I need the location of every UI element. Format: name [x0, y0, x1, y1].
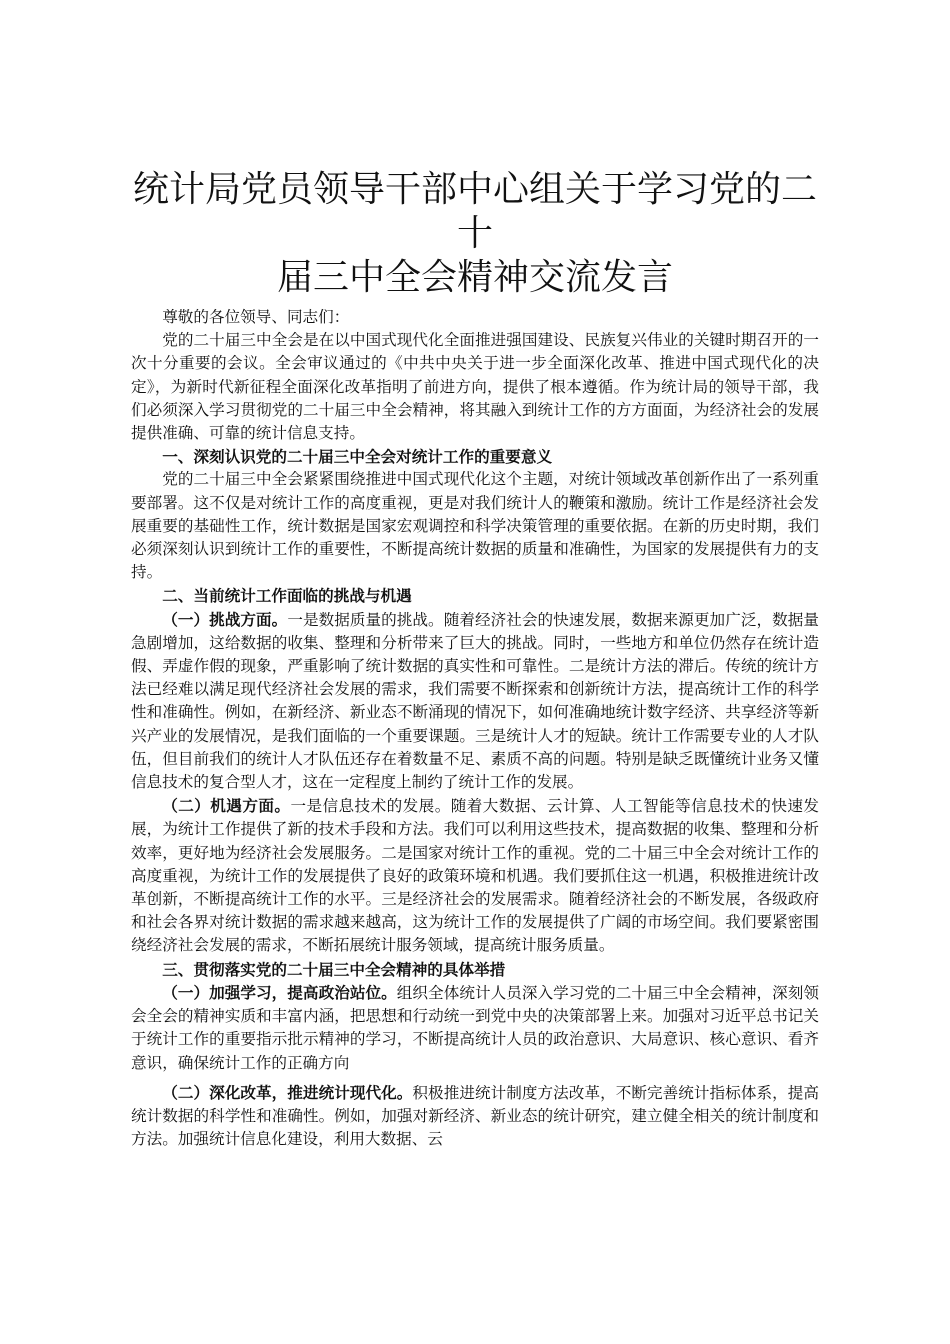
section-2-opportunities-lead: （二）机遇方面。	[162, 796, 291, 816]
section-3-study-lead: （一）加强学习，提高政治站位。	[162, 982, 397, 1002]
section-3-reform-lead: （二）深化改革，推进统计现代化。	[162, 1082, 413, 1102]
section-2-heading: 二、当前统计工作面临的挑战与机遇	[162, 586, 412, 606]
intro-paragraph: 党的二十届三中全会是在以中国式现代化全面推进强国建设、民族复兴伟业的关键时期召开的一次十分重要的会议。全会审议通过的《中共中央关于进一步全面深化改革、推进中国式现代化的决定》，为新时代新征程全面深化改革指明了前进方向，提供了根本遵循。作为统计局的领导干部，我们必须深入学习贯彻党的二十届三中全会精神，将其融入到统计工作的方方面面，为经济社会的发展提供准确、可靠的统计信息支持。	[131, 331, 819, 443]
section-2-challenges-paragraph	[131, 608, 819, 795]
section-2-opportunities-paragraph	[131, 794, 819, 957]
section-1-paragraph: 党的二十届三中全会紧紧围绕推进中国式现代化这个主题，对统计领域改革创新作出了一系列重要部署。这不仅是对统计工作的高度重视，更是对我们统计人的鞭策和激励。统计工作是经济社会发展重要的基础性工作，统计数据是国家宏观调控和科学决策管理的重要依据。在新的历史时期，我们必须深刻认识到统计工作的重要性，不断提高统计数据的质量和准确性，为国家的发展提供有力的支持。	[131, 470, 819, 582]
title-line-2: 届三中全会精神交流发言	[276, 257, 673, 298]
section-2-challenges-lead: （一）挑战方面。	[162, 609, 288, 629]
section-3-reform-text: 积极推进统计制度方法改革，不断完善统计指标体系，提高统计数据的科学性和准确性。例如，加强对新经济、新业态的统计研究，建立健全相关的统计制度和方法。加强统计信息化建设，利用大数据、云	[131, 1083, 819, 1149]
section-2-challenges-text: 一是数据质量的挑战。随着经济社会的快速发展，数据来源更加广泛，数据量急剧增加，这给数据的收集、整理和分析带来了巨大的挑战。同时，一些地方和单位仍然存在统计造假、弄虚作假的现象，严重影响了统计数据的真实性和可靠性。二是统计方法的滞后。传统的统计方法已经难以满足现代经济社会发展的需求，我们需要不断探索和创新统计方法，提高统计工作的科学性和准确性。例如，在新经济、新业态不断涌现的情况下，如何准确地统计数字经济、共享经济等新兴产业的发展情况，是我们面临的一个重要课题。三是统计人才的短缺。统计工作需要专业的人才队伍，但目前我们的统计人才队伍还存在着数量不足、素质不高的问题。特别是缺乏既懂统计业务又懂信息技术的复合型人才，这在一定程度上制约了统计工作的发展。	[131, 610, 819, 792]
section-3-study-paragraph	[131, 981, 819, 1075]
section-2-opportunities-text: 一是信息技术的发展。随着大数据、云计算、人工智能等信息技术的快速发展，为统计工作提供了新的技术手段和方法。我们可以利用这些技术，提高数据的收集、整理和分析效率，更好地为经济社会发展服务。二是国家对统计工作的重视。党的二十届三中全会对统计工作的高度重视，为统计工作的发展提供了良好的政策环境和机遇。我们要抓住这一机遇，积极推进统计改革创新，不断提高统计工作的水平。三是经济社会的发展需求。随着经济社会的不断发展，各级政府和社会各界对统计数据的需求越来越高，这为统计工作的发展提供了广阔的市场空间。我们要紧密围绕经济社会发展的需求，不断拓展统计服务领域，提高统计服务质量。	[131, 797, 819, 955]
greeting: 尊敬的各位领导、同志们：	[162, 308, 350, 326]
section-3-heading: 三、贯彻落实党的二十届三中全会精神的具体举措	[162, 959, 506, 979]
section-3-reform-paragraph	[131, 1081, 819, 1152]
document-title	[131, 168, 819, 300]
section-1-heading: 一、深刻认识党的二十届三中全会对统计工作的重要意义	[162, 447, 553, 467]
document-body	[131, 306, 819, 1151]
title-line-1: 统计局党员领导干部中心组关于学习党的二十	[132, 169, 817, 254]
document-page	[131, 168, 819, 1151]
section-3-study-text: 组织全体统计人员深入学习党的二十届三中全会精神，深刻领会全会的精神实质和丰富内涵，把思想和行动统一到党中央的决策部署上来。加强对习近平总书记关于统计工作的重要指示批示精神的学习，不断提高统计人员的政治意识、大局意识、核心意识、看齐意识，确保统计工作的正确方向	[131, 983, 819, 1072]
